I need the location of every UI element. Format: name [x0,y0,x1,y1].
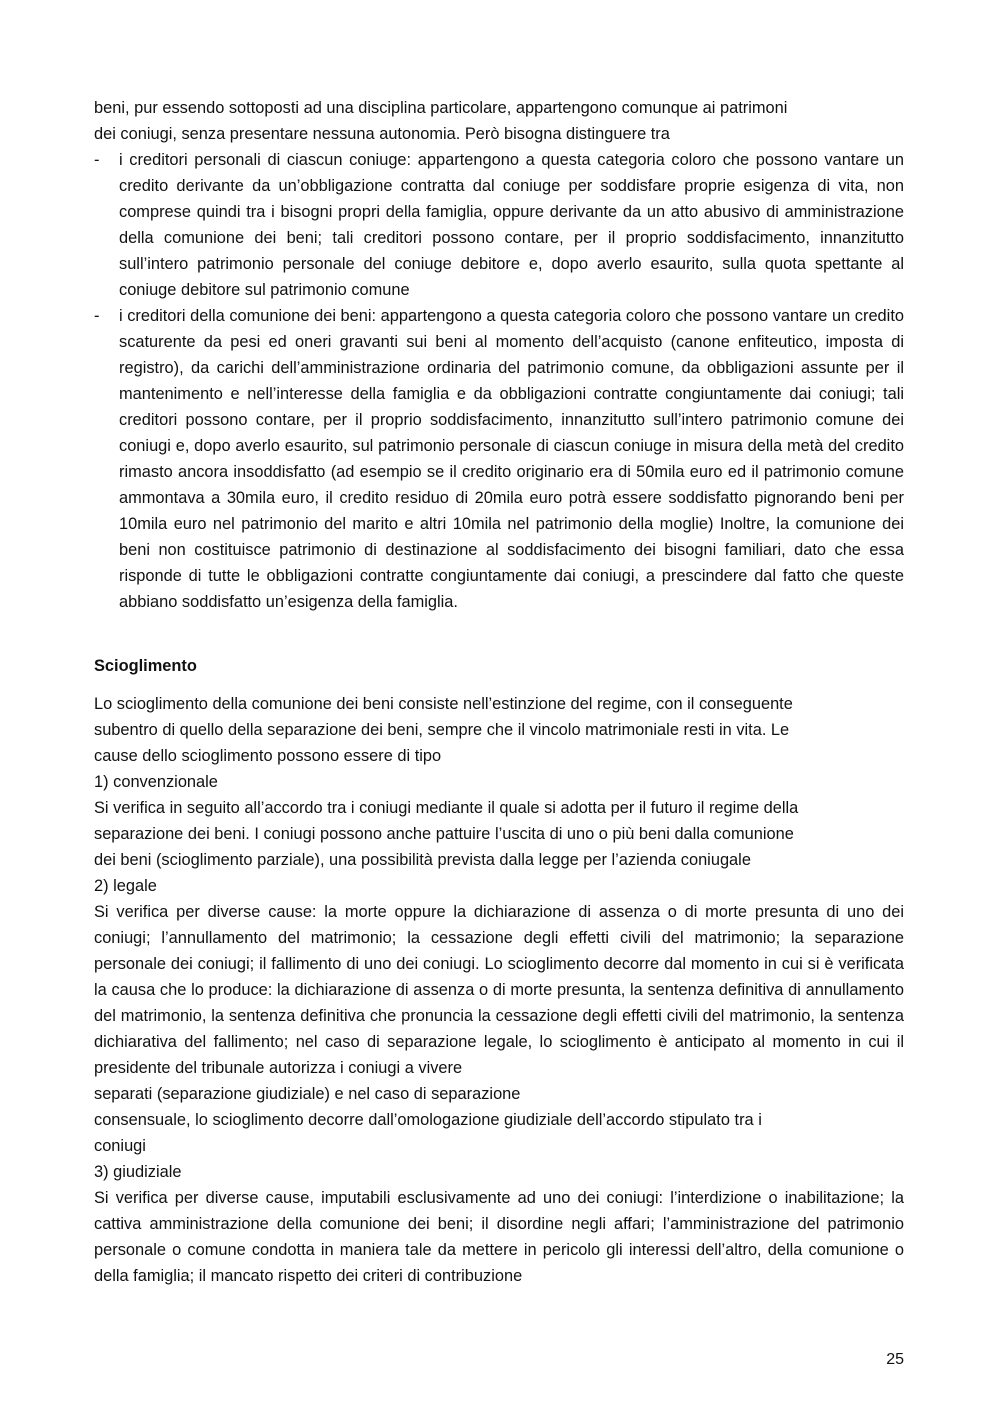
legale-line-c: coniugi [94,1137,146,1155]
legale-paragraph: Si verifica per diverse cause: la morte oppure la dichiarazione di assenza o di morte presunta di uno dei coniugi; l’annullamento del matrimonio; la cessazione degli effetti civili del matrimonio; la separazione personale dei coniugi; il fallimento di uno dei coniugi. Lo scioglimento decorre dal momento in cui si è verificata la causa che lo produce: la dichiarazione di assenza o di morte presunta, la sentenza definitiva di annullamento del matrimonio, la sentenza definitiva che pronuncia la cessazione degli effetti civili del matrimonio, la sentenza dichiarativa del fallimento; nel caso di separazione legale, lo scioglimento è anticipato al momento in cui il presidente del tribunale autorizza i coniugi a vivere [94,903,904,1077]
bullet-text: i creditori della comunione dei beni: appartengono a questa categoria coloro che possono vantare un credito scaturente da pesi ed oneri gravanti sui beni al momento dell’acquisto (canone enfiteutico, imposta di registro), da carichi dell’amministrazione ordinaria del patrimonio comune, da obbligazioni assunte per il mantenimento e nell’interesse della famiglia e da obbligazioni contratte congiuntamente dai coniugi; tali creditori possono contare, per il proprio soddisfacimento, innanzitutto sull’intero patrimonio comune dei coniugi e, dopo averlo esaurito, sul patrimonio personale di ciascun coniuge in misura della metà del credito rimasto ancora insoddisfatto (ad esempio se il credito originario era di 50mila euro ed il patrimonio comune ammontava a 30mila euro, il credito residuo di 20mila euro potrà essere soddisfatto pignorando beni per 10mila euro nel patrimonio del marito e altri 10mila nel patrimonio della moglie) Inoltre, la comunione dei beni non costituisce patrimonio di destinazione al soddisfacimento dei bisogni familiari, dato che essa risponde di tutte le obbligazioni contratte congiuntamente dai coniugi, a prescindere dal fatto che queste abbiano soddisfatto un’esigenza della famiglia. [119,307,904,611]
item-label-giudiziale: 3) giudiziale [94,1163,182,1181]
section-intro-line: cause dello scioglimento possono essere di tipo [94,747,442,765]
bullet-item [94,147,904,303]
intro-line-2: dei coniugi, senza presentare nessuna autonomia. Però bisogna distinguere tra [94,125,670,143]
page-content [94,95,904,1289]
bullet-item [94,303,904,615]
convenzionale-line-2: separazione dei beni. I coniugi possono anche pattuire l’uscita di uno o più beni dalla comunione [94,825,794,843]
bullet-text: i creditori personali di ciascun coniuge: appartengono a questa categoria coloro che possono vantare un credito derivante da un’obbligazione contratta dal coniuge per soddisfare proprie esigenza di vita, non comprese quindi tra i bisogni propri della famiglia, oppure derivante da un atto abusivo di amministrazione della comunione dei beni; tali creditori possono contare, per il proprio soddisfacimento, innanzitutto sull’intero patrimonio personale del coniuge debitore e, dopo averlo esaurito, sulla quota spettante al coniuge debitore sul patrimonio comune [119,151,904,299]
item-label-convenzionale: 1) convenzionale [94,773,218,791]
page-number: 25 [886,1351,904,1368]
convenzionale-line-3: dei beni (scioglimento parziale), una possibilità prevista dalla legge per l’azienda coniugale [94,851,751,869]
item-label-legale: 2) legale [94,877,157,895]
giudiziale-paragraph: Si verifica per diverse cause, imputabili esclusivamente ad uno dei coniugi: l’interdizione o inabilitazione; la cattiva amministrazione della comunione dei beni; il disordine negli affari; l’amministrazione del patrimonio personale o comune condotta in maniera tale da mettere in pericolo gli interessi dell’altro, della comunione o della famiglia; il mancato rispetto dei criteri di contribuzione [94,1189,904,1285]
bullet-dash: - [94,151,100,169]
section-intro-line: Lo scioglimento della comunione dei beni consiste nell’estinzione del regime, con il conseguente [94,695,793,713]
section-heading: Scioglimento [94,657,197,675]
legale-line-a: separati (separazione giudiziale) e nel caso di separazione [94,1085,521,1103]
convenzionale-line-1: Si verifica in seguito all’accordo tra i coniugi mediante il quale si adotta per il futuro il regime della [94,799,799,817]
legale-line-b: consensuale, lo scioglimento decorre dall’omologazione giudiziale dell’accordo stipulato tra i [94,1111,762,1129]
intro-line-1: beni, pur essendo sottoposti ad una disciplina particolare, appartengono comunque ai patrimoni [94,99,788,117]
bullet-dash: - [94,307,100,325]
section-intro-line: subentro di quello della separazione dei beni, sempre che il vincolo matrimoniale resti in vita. Le [94,721,790,739]
